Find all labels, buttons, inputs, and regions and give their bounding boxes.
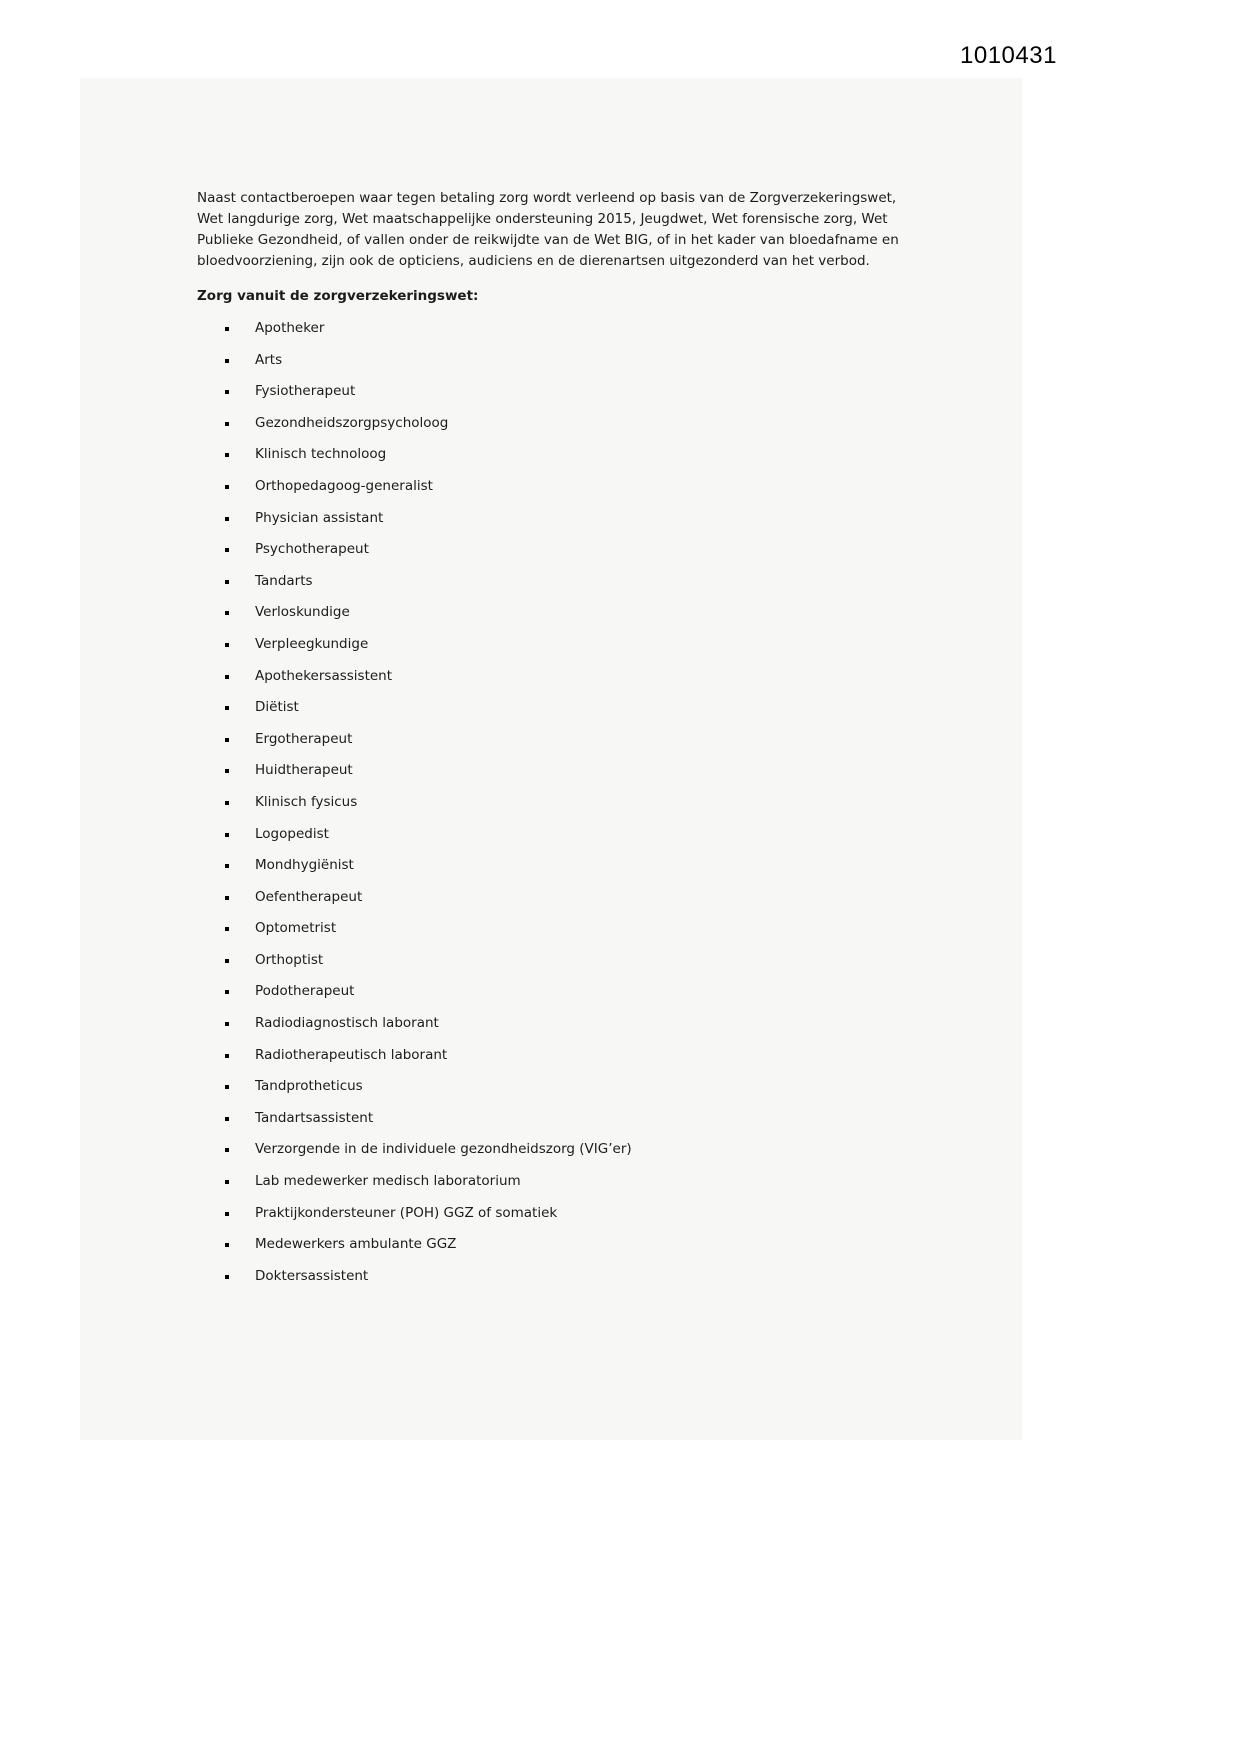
bullet-square-icon <box>225 959 229 963</box>
list-item <box>225 603 913 635</box>
profession-label: Physician assistant <box>255 509 384 526</box>
list-item <box>225 319 913 351</box>
bullet-square-icon <box>225 769 229 773</box>
bullet-square-icon <box>225 422 229 426</box>
intro-paragraph: Naast contactberoepen waar tegen betaling zorg wordt verleend op basis van de Zorgverzekeringswet, Wet langdurige zorg, Wet maatschappelijke ondersteuning 2015, Jeugdwet, Wet forensische zorg, Wet Publieke Gezondheid, of vallen onder de reikwijdte van de Wet BIG, of in het kader van bloedafname en bloedvoorziening, zijn ook de opticiens, audiciens en de dierenartsen uitgezonderd van het verbod. <box>197 190 899 269</box>
bullet-square-icon <box>225 675 229 679</box>
list-item <box>225 572 913 604</box>
profession-label: Huidtherapeut <box>255 762 353 779</box>
list-item <box>225 1077 913 1109</box>
list-item <box>225 698 913 730</box>
bullet-square-icon <box>225 327 229 331</box>
profession-label: Fysiotherapeut <box>255 383 356 400</box>
profession-label: Orthopedagoog-generalist <box>255 477 433 494</box>
bullet-square-icon <box>225 738 229 742</box>
bullet-square-icon <box>225 864 229 868</box>
bullet-square-icon <box>225 643 229 647</box>
professions-list <box>197 319 913 1298</box>
list-item <box>225 1109 913 1141</box>
profession-label: Tandarts <box>255 572 313 589</box>
profession-label: Orthoptist <box>255 951 324 968</box>
list-item <box>225 761 913 793</box>
profession-label: Klinisch technoloog <box>255 446 387 463</box>
bullet-square-icon <box>225 453 229 457</box>
profession-label: Medewerkers ambulante GGZ <box>255 1236 457 1253</box>
bullet-square-icon <box>225 1085 229 1089</box>
list-item <box>225 509 913 541</box>
bullet-square-icon <box>225 1148 229 1152</box>
bullet-square-icon <box>225 359 229 363</box>
list-item <box>225 919 913 951</box>
profession-label: Apothekersassistent <box>255 667 393 684</box>
list-item <box>225 1267 913 1299</box>
bullet-square-icon <box>225 833 229 837</box>
list-item <box>225 1014 913 1046</box>
bullet-square-icon <box>225 1212 229 1216</box>
bullet-square-icon <box>225 1117 229 1121</box>
list-item <box>225 667 913 699</box>
bullet-square-icon <box>225 1243 229 1247</box>
list-item <box>225 351 913 383</box>
page-number: 1010431 <box>960 42 1057 69</box>
profession-label: Radiodiagnostisch laborant <box>255 1015 439 1032</box>
bullet-square-icon <box>225 548 229 552</box>
list-item <box>225 1172 913 1204</box>
profession-label: Tandprotheticus <box>255 1078 363 1095</box>
list-item <box>225 414 913 446</box>
bullet-square-icon <box>225 896 229 900</box>
profession-label: Mondhygiënist <box>255 857 354 874</box>
list-item <box>225 1204 913 1236</box>
list-item <box>225 635 913 667</box>
profession-label: Optometrist <box>255 920 337 937</box>
profession-label: Verzorgende in de individuele gezondheidszorg (VIG’er) <box>255 1141 632 1158</box>
profession-label: Praktijkondersteuner (POH) GGZ of somatiek <box>255 1204 558 1221</box>
document-body <box>197 188 913 1298</box>
list-item <box>225 793 913 825</box>
list-item <box>225 477 913 509</box>
bullet-square-icon <box>225 1022 229 1026</box>
profession-label: Radiotherapeutisch laborant <box>255 1046 448 1063</box>
profession-label: Psychotherapeut <box>255 541 369 558</box>
bullet-square-icon <box>225 580 229 584</box>
profession-label: Logopedist <box>255 825 329 842</box>
list-item <box>225 856 913 888</box>
profession-label: Ergotherapeut <box>255 730 353 747</box>
profession-label: Lab medewerker medisch laboratorium <box>255 1173 521 1190</box>
list-item <box>225 825 913 857</box>
profession-label: Klinisch fysicus <box>255 793 358 810</box>
profession-label: Arts <box>255 351 283 368</box>
list-item <box>225 1235 913 1267</box>
bullet-square-icon <box>225 517 229 521</box>
profession-label: Gezondheidszorgpsycholoog <box>255 414 449 431</box>
bullet-square-icon <box>225 611 229 615</box>
list-item <box>225 951 913 983</box>
bullet-square-icon <box>225 801 229 805</box>
list-item <box>225 382 913 414</box>
bullet-square-icon <box>225 390 229 394</box>
bullet-square-icon <box>225 1180 229 1184</box>
bullet-square-icon <box>225 485 229 489</box>
profession-label: Verpleegkundige <box>255 635 369 652</box>
list-item <box>225 445 913 477</box>
profession-label: Apotheker <box>255 320 325 336</box>
bullet-square-icon <box>225 1275 229 1279</box>
section-heading: Zorg vanuit de zorgverzekeringswet: <box>197 288 479 304</box>
bullet-square-icon <box>225 706 229 710</box>
list-item <box>225 982 913 1014</box>
list-item <box>225 1046 913 1078</box>
bullet-square-icon <box>225 990 229 994</box>
profession-label: Verloskundige <box>255 604 350 621</box>
bullet-square-icon <box>225 927 229 931</box>
profession-label: Tandartsassistent <box>255 1109 374 1126</box>
list-item <box>225 888 913 920</box>
profession-label: Doktersassistent <box>255 1267 369 1284</box>
list-item <box>225 730 913 762</box>
profession-label: Diëtist <box>255 699 299 716</box>
bullet-square-icon <box>225 1054 229 1058</box>
list-item <box>225 540 913 572</box>
profession-label: Oefentherapeut <box>255 888 363 905</box>
list-item <box>225 1140 913 1172</box>
profession-label: Podotherapeut <box>255 983 355 1000</box>
